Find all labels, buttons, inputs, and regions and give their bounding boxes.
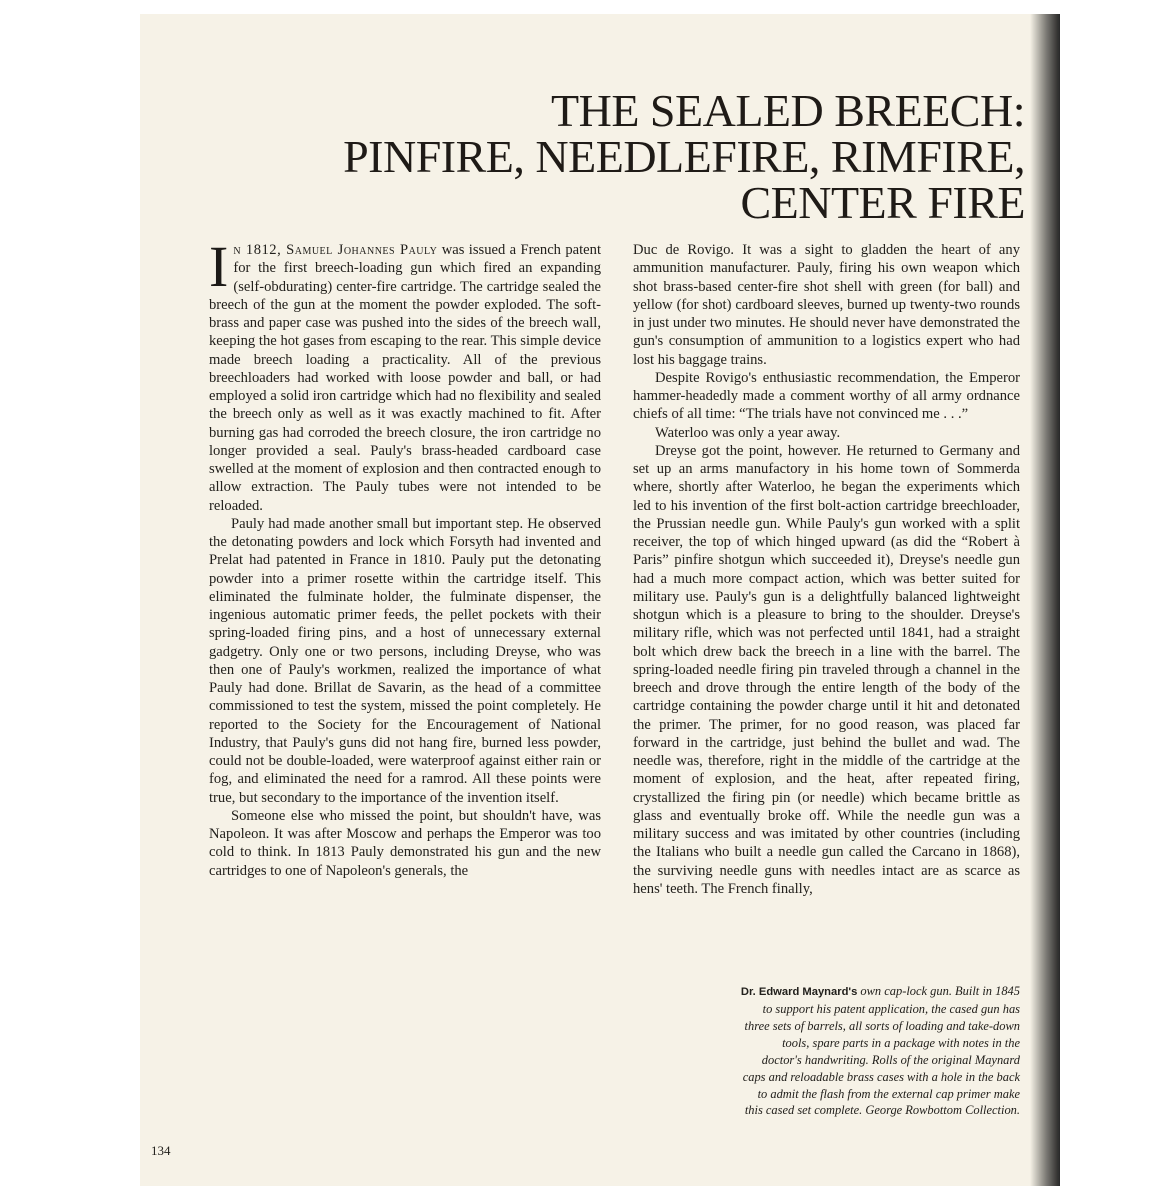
caption-lead: Dr. Edward Maynard's [740,986,858,998]
page-number: 134 [151,1143,171,1158]
drop-cap: I [209,234,229,299]
caption-text: own cap-lock gun. Built in 1845 to support his patent application, the cased gun has three sets of barrels, all sorts of loading and take-down tools, spare parts in a package with notes in the doctor's handwriting. Rolls of the original Maynard caps and reloadable brass cases with a hole in the back to admit the flash from the external cap primer make this cased set complete. George Rowbottom Collection. [742,984,1020,1118]
paragraph: Duc de Rovigo. It was a sight to gladden the heart of any ammunition manufacturer. Pauly, firing his own weapon which shot brass-based center-fire shot shell with green (for ball) and yellow (for shot) cardboard sleeves, burned up twenty-two rounds in just under two minutes. He should never have demonstrated the gun's consumption of ammunition to a logistics expert who had lost his baggage trains. [633,242,1020,368]
person-name: Samuel Johannes Pauly [286,242,438,258]
paragraph: Someone else who missed the point, but shouldn't have, was Napoleon. It was after Moscow and perhaps the Emperor was too cold to think. In 1813 Pauly demonstrated his gun and the new cartridges to one of Napoleon's generals, the [209,807,601,879]
article-title [225,85,1025,228]
paragraph: Waterloo was only a year away. [655,424,841,441]
right-column [633,241,1020,898]
title-line-3: CENTER FIRE [740,177,1025,228]
opening-words: n 1812, [233,242,287,258]
image-caption [740,983,1020,1119]
paragraph: Dreyse got the point, however. He returned to Germany and set up an arms manufactory in his home town of Sommerda where, shortly after Waterloo, he began the experiments which led to his invention of the first bolt-action cartridge breechloader, the Prussian needle gun. While Pauly's gun worked with a split receiver, the top of which hinged upward (as did the “Robert à Paris” pinfire shotgun which succeeded it), Dreyse's needle gun had a much more compact action, which was better suited for military use. Pauly's gun is a delightfully balanced lightweight shotgun which is a pleasure to bring to the shoulder. Dreyse's military rifle, which was not perfected until 1841, had a straight bolt which drew back the breech in a line with the barrel. The spring-loaded needle firing pin traveled through a channel in the breech and drove through the entire length of the body of the cartridge containing the powder charge until it hit and detonated the primer. The primer, for no good reason, was placed far forward in the cartridge, just behind the bullet and wad. The needle was, therefore, right in the middle of the cartridge at the moment of explosion, and the heat, after repeated firing, crystallized the firing pin (or needle) which became brittle as glass and eventually broke off. While the needle gun was a military success and was imitated by other countries (including the Italians who built a needle gun called the Carcano in 1868), the surviving needle guns with needles intact are as scarce as hens' teeth. The French finally, [633,442,1020,897]
left-column [209,234,602,880]
paragraph: Despite Rovigo's enthusiastic recommendation, the Emperor hammer-headedly made a comment worthy of all army ordnance chiefs of all time: “The trials have not convinced me . . .” [633,369,1020,423]
paragraph-text: was issued a French patent for the first breech-loading gun which fired an expanding (self-obdurating) center-fire cartridge. The cartridge sealed the breech of the gun at the moment the powder exploded. The soft-brass and paper case was pushed into the sides of the breech wall, keeping the hot gases from escaping to the rear. This simple device made breech loading a practicality. All of the previous breechloaders had worked with loose powder and ball, or had employed a solid iron cartridge which had no flexibility and sealed the breech only as well as it was exactly machined to fit. After burning gas had corroded the breech closure, the iron cartridge no longer provided a seal. Pauly's brass-headed cardboard case swelled at the moment of explosion and then contracted enough to allow extraction. The Pauly tubes were not intended to be reloaded. [209,242,602,514]
title-line-2: PINFIRE, NEEDLEFIRE, RIMFIRE, [343,131,1025,182]
title-line-1: THE SEALED BREECH: [551,85,1025,136]
paragraph [209,234,602,515]
paragraph: Pauly had made another small but important step. He observed the detonating powders and lock which Forsyth had invented and Prelat had patented in France in 1810. Pauly put the detonating powder into a primer rosette within the cartridge itself. This eliminated the fulminate holder, the fulminate dispenser, the ingenious automatic primer feeds, the pellet pockets with their spring-loaded firing pins, and a host of unnecessary external gadgetry. Only one or two persons, including Dreyse, who was then one of Pauly's workmen, realized the importance of what Pauly had done. Brillat de Savarin, as the head of a committee commissioned to test the system, missed the point completely. He reported to the Society for the Encouragement of National Industry, that Pauly's guns did not hang fire, burned less powder, could not be double-loaded, were waterproof against either rain or fog, and eliminated the need for a ramrod. All these points were true, but secondary to the importance of the invention itself. [209,515,601,806]
page-gutter-shadow [1030,14,1060,1186]
